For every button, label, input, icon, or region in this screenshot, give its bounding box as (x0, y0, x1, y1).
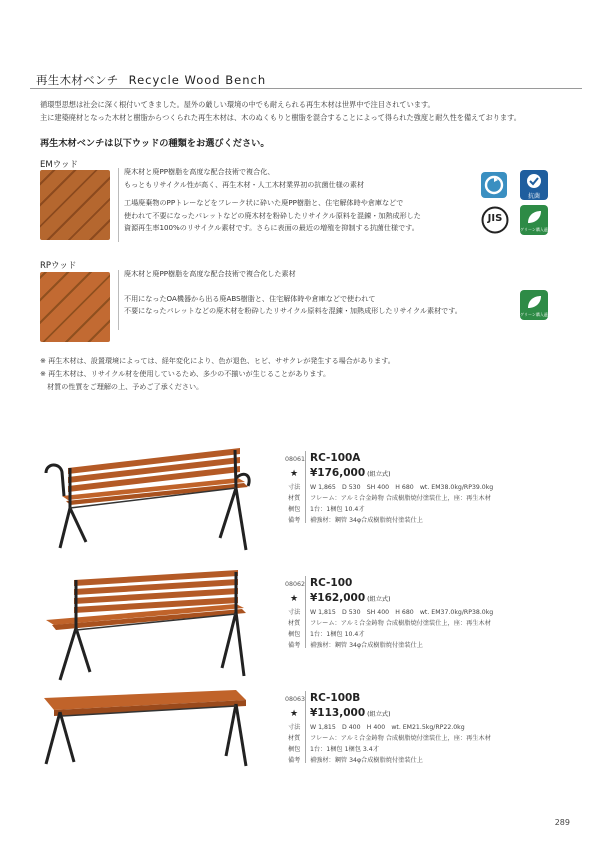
title-en: Recycle Wood Bench (128, 73, 267, 87)
spec-value: フレーム：アルミ合金鋳物 合成樹脂焼付塗装仕上，座：再生木材 (310, 495, 491, 502)
spec-value: 補強材：鋼管 34φ合成樹脂焼付塗装仕上 (310, 757, 423, 764)
product-divider (305, 576, 306, 648)
spec-value: W 1,865 D 530 SH 400 H 680 wt. EM38.0kg/RP39.0kg (310, 484, 494, 491)
spec-key: 備考 (288, 517, 301, 524)
spec-value: 1台：1梱包 10.4才 (310, 631, 365, 638)
em-desc-line: 資源再生率100%のリサイクル素材です。さらに表面の最近の増殖を抑制する抗菌仕様です。 (124, 223, 419, 233)
rp-desc-line: 不用になったOA機器から出る廃ABS樹脂と、住宅解体時や倉庫などで使われて (124, 293, 376, 303)
note-line-3: 材質の性質をご理解の上、予めご了承ください。 (40, 382, 204, 391)
spec-value: 補強材：鋼管 34φ合成樹脂焼付塗装仕上 (310, 642, 423, 649)
page-number: 289 (554, 818, 570, 827)
em-desc-line: もっともリサイクル性が高く、再生木材・人工木材業界初の抗菌仕様の素材 (124, 179, 365, 189)
star-icon: ★ (290, 594, 299, 604)
product-model: RC-100A (310, 452, 361, 464)
rp-desc-line: 廃木材と廃PP樹脂を高度な配合技術で複合化した素材 (124, 269, 296, 278)
spec-value: 1台：1梱包 1梱包 3.4才 (310, 746, 379, 753)
product-code: 08063 (285, 696, 306, 703)
rp-wood-description (124, 268, 462, 318)
spec-key: 梱包 (288, 506, 301, 513)
bench-rc-100-image (40, 568, 255, 683)
note-line-2: ※ 再生木材は、リサイクル材を使用しているため、多少の不揃いが生じることがあります。 (40, 369, 331, 378)
spec-key: 備考 (288, 757, 301, 764)
star-icon: ★ (290, 709, 299, 719)
spec-key: 寸法 (288, 609, 301, 616)
note-line-1: ※ 再生木材は、設置環境によっては、経年変化により、色が退色、ヒビ、ササクレが発生する場合があります。 (40, 356, 395, 365)
bench-rc-100b-image (40, 690, 255, 770)
product-model: RC-100B (310, 692, 361, 704)
intro-line-1: 循環型思想は社会に深く根付いてきました。屋外の厳しい環境の中でも耐えられる再生木材は世界中で注目されています。 (40, 100, 435, 109)
em-desc-line: 廃木材と廃PP樹脂を高度な配合技術で複合化、 (124, 167, 275, 176)
spec-value: 補強材：鋼管 34φ合成樹脂焼付塗装仕上 (310, 517, 423, 524)
spec-value: 1台：1梱包 10.4才 (310, 506, 365, 513)
spec-value: W 1,815 D 530 SH 400 H 680 wt. EM37.0kg/RP38.0kg (310, 609, 494, 616)
spec-value: フレーム：アルミ合金鋳物 合成樹脂焼付塗装仕上，座：再生木材 (310, 620, 491, 627)
spec-key: 寸法 (288, 724, 301, 731)
em-wood-description (124, 166, 421, 235)
spec-key: 材質 (288, 620, 301, 627)
product-divider (305, 691, 306, 763)
bench-rc-100a-image (40, 438, 255, 553)
product-price: ¥176,000 (組立式) (310, 467, 391, 479)
em-desc-line: 使われて不要になったパレットなどの廃木材を粉砕したリサイクル原料を混錬・加熱成形した (124, 210, 421, 220)
recycle-mark-icon (481, 172, 507, 198)
em-wood-swatch (40, 170, 110, 240)
spec-value: W 1,815 D 400 H 400 wt. EM21.5kg/RP22.0kg (310, 724, 465, 731)
spec-key: 寸法 (288, 484, 301, 491)
spec-key: 備考 (288, 642, 301, 649)
rp-desc-line: 不要になったパレットなどの廃木材を粉砕したリサイクル原料を混錬・加熱成形したリサイクル素材です。 (124, 306, 462, 316)
spec-key: 梱包 (288, 631, 301, 638)
spec-value: フレーム：アルミ合金鋳物 合成樹脂焼付塗装仕上，座：再生木材 (310, 735, 491, 742)
em-wood-label: EMウッド (40, 160, 79, 170)
intro-line-2: 主に建築廃材となった木材と樹脂からつくられた再生木材は、木のぬくもりと樹脂を混合することによって得られた強度と耐久性を備えております。 (40, 113, 521, 122)
product-divider (305, 451, 306, 523)
antibacterial-mark-icon: 抗菌 (520, 170, 548, 200)
green-purchase-mark-icon: グリーン購入適合 (520, 290, 548, 320)
rp-wood-divider (118, 270, 119, 330)
product-model: RC-100 (310, 577, 353, 589)
green-purchase-mark-icon: グリーン購入適合 (520, 205, 548, 235)
product-price: ¥113,000 (組立式) (310, 707, 391, 719)
star-icon: ★ (290, 469, 299, 479)
lead-text: 再生木材ベンチは以下ウッドの種類をお選びください。 (40, 138, 270, 149)
product-code: 08061 (285, 456, 306, 463)
em-wood-divider (118, 168, 119, 242)
title-jp: 再生木材ベンチ (36, 73, 119, 87)
rp-wood-swatch (40, 272, 110, 342)
jis-mark-icon: JIS (480, 206, 510, 234)
em-desc-line: 工場廃棄物のPPトレーなどをフレーク状に砕いた廃PP樹脂と、住宅解体時や倉庫などで (124, 198, 404, 208)
spec-key: 梱包 (288, 746, 301, 753)
product-price: ¥162,000 (組立式) (310, 592, 391, 604)
spec-key: 材質 (288, 495, 301, 502)
product-code: 08062 (285, 581, 306, 588)
spec-key: 材質 (288, 735, 301, 742)
title-divider (30, 88, 582, 89)
rp-wood-label: RPウッド (40, 261, 77, 271)
page-title (36, 72, 266, 88)
